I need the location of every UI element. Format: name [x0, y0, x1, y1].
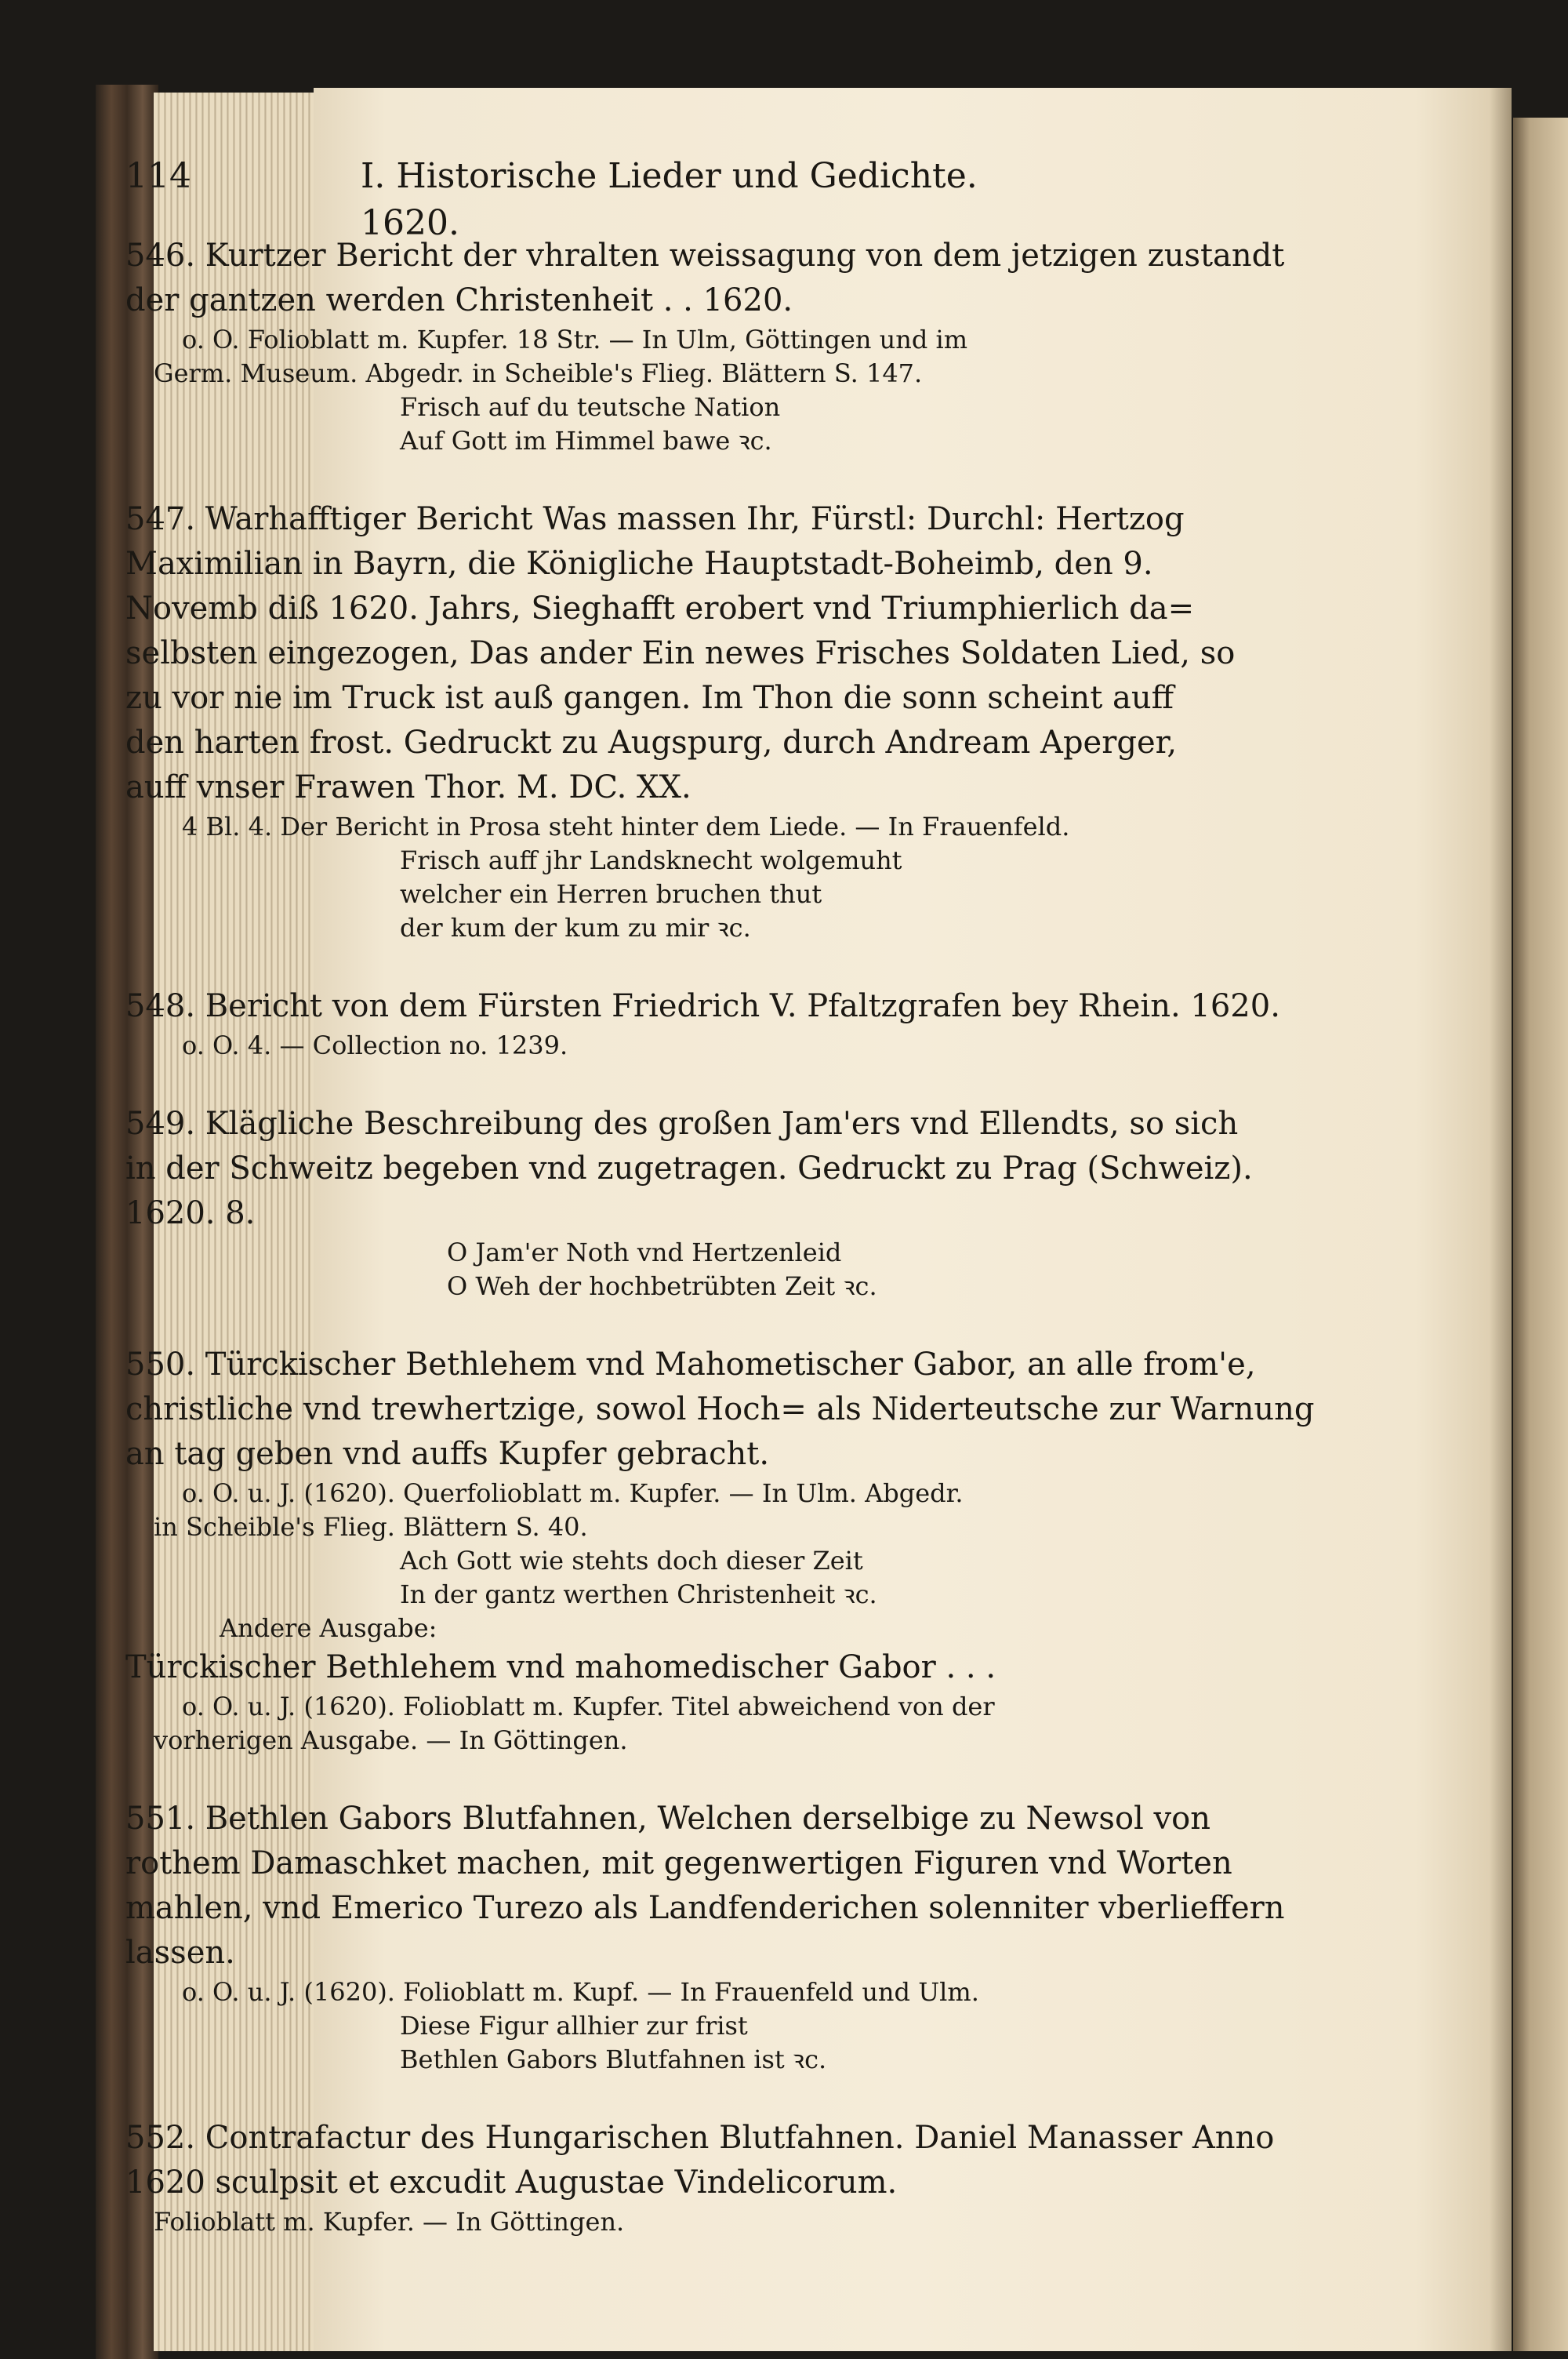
verse-line: Bethlen Gabors Blutfahnen ist ꝛc. [400, 2045, 827, 2074]
entry-title-line: 550. Türckischer Bethlehem vnd Mahometischer Gabor, an alle from'e, [125, 1347, 1256, 1383]
entry-note: o. O. Folioblatt m. Kupfer. 18 Str. — In Ulm, Göttingen und im [182, 325, 968, 354]
entry-note: o. O. 4. — Collection no. 1239. [182, 1030, 568, 1060]
running-title: I. Historische Lieder und Gedichte. 1620. [361, 156, 978, 243]
entry-title-line: 547. Warhafftiger Bericht Was massen Ihr, Fürstl: Durchl: Hertzog [125, 501, 1185, 537]
entry-549 [125, 1102, 1253, 1303]
entry-number: 550. [125, 1347, 196, 1383]
verse-line: Frisch auf du teutsche Nation [400, 392, 781, 422]
verse-line: Frisch auff jhr Landsknecht wolgemuht [400, 845, 902, 875]
entry-title-line: mahlen, vnd Emerico Turezo als Landfenderichen solenniter vberlieffern [125, 1890, 1285, 1926]
verse-line: der kum der kum zu mir ꝛc. [400, 913, 751, 943]
entry-title-line: in der Schweitz begeben vnd zugetragen. Gedruckt zu Prag (Schweiz). [125, 1150, 1253, 1187]
entry-546 [125, 234, 1285, 458]
entry-title-line: lassen. [125, 1935, 235, 1971]
verse-line: O Jam'er Noth vnd Hertzenleid [447, 1238, 842, 1267]
entry-number: 547. [125, 501, 196, 537]
entry-title-line: an tag geben vnd auffs Kupfer gebracht. [125, 1436, 770, 1472]
entry-note: 4 Bl. 4. Der Bericht in Prosa steht hinter dem Liede. — In Frauenfeld. [182, 812, 1070, 841]
entry-548 [125, 984, 1280, 1063]
page-content [125, 234, 1315, 2278]
entry-title-line: den harten frost. Gedruckt zu Augspurg, durch Andream Aperger, [125, 725, 1178, 761]
entry-title-line: der gantzen werden Christenheit . . 1620. [125, 282, 793, 318]
entry-title-line: Novemb diß 1620. Jahrs, Sieghafft erobert vnd Triumphierlich da= [125, 591, 1195, 627]
entry-note: Folioblatt m. Kupfer. — In Göttingen. [154, 2207, 625, 2237]
alternate-edition-label: Andere Ausgabe: [220, 1613, 437, 1643]
verse-line: Auf Gott im Himmel bawe ꝛc. [400, 426, 772, 456]
entry-title-line: 546. Kurtzer Bericht der vhralten weissagung von dem jetzigen zustandt [125, 238, 1285, 274]
entry-title-line: 548. Bericht von dem Fürsten Friedrich V. Pfaltzgrafen bey Rhein. 1620. [125, 988, 1280, 1024]
verse-line: welcher ein Herren bruchen thut [400, 879, 822, 909]
entry-number: 551. [125, 1801, 196, 1837]
verse-line: In der gantz werthen Christenheit ꝛc. [400, 1579, 877, 1609]
page-header [125, 153, 1074, 243]
entry-note: Germ. Museum. Abgedr. in Scheible's Flieg. Blättern S. 147. [154, 358, 923, 388]
entry-title-line: selbsten eingezogen, Das ander Ein newes Frisches Soldaten Lied, so [125, 635, 1236, 671]
entry-title-line: 1620. 8. [125, 1195, 256, 1231]
entry-title-line: 1620 sculpsit et excudit Augustae Vindelicorum. [125, 2165, 898, 2201]
entry-note: o. O. u. J. (1620). Folioblatt m. Kupf. — In Frauenfeld und Ulm. [182, 1977, 979, 2007]
entry-title-line: 549. Klägliche Beschreibung des großen Jam'ers vnd Ellendts, so sich [125, 1106, 1239, 1142]
entry-note: vorherigen Ausgabe. — In Göttingen. [154, 1725, 628, 1755]
verse-line: Diese Figur allhier zur frist [400, 2011, 748, 2041]
alternate-edition-title: Türckischer Bethlehem vnd mahomedischer Gabor . . . [125, 1649, 996, 1685]
entry-number: 552. [125, 2120, 196, 2156]
facing-page-edge [1513, 118, 1568, 2351]
entry-note: o. O. u. J. (1620). Querfolioblatt m. Kupfer. — In Ulm. Abgedr. [182, 1478, 964, 1508]
entry-547 [125, 497, 1236, 945]
entry-title-line: rothem Damaschket machen, mit gegenwertigen Figuren vnd Worten [125, 1845, 1232, 1881]
entry-number: 549. [125, 1106, 196, 1142]
entry-title-line: 551. Bethlen Gabors Blutfahnen, Welchen derselbige zu Newsol von [125, 1801, 1210, 1837]
entry-551 [125, 1797, 1285, 2077]
entry-number: 546. [125, 238, 196, 274]
entry-550 [125, 1343, 1315, 1757]
verse-line: Ach Gott wie stehts doch dieser Zeit [400, 1546, 863, 1576]
entry-title-line: zu vor nie im Truck ist auß gangen. Im Thon die sonn scheint auff [125, 680, 1174, 716]
entry-552 [125, 2116, 1275, 2239]
page-number: 114 [125, 156, 191, 196]
entry-note: in Scheible's Flieg. Blättern S. 40. [154, 1512, 588, 1542]
verse-line: O Weh der hochbetrübten Zeit ꝛc. [447, 1271, 877, 1301]
entry-title-line: christliche vnd trewhertzige, sowol Hoch= als Niderteutsche zur Warnung [125, 1391, 1315, 1427]
entry-note: o. O. u. J. (1620). Folioblatt m. Kupfer. Titel abweichend von der [182, 1692, 995, 1721]
entry-title-line: 552. Contrafactur des Hungarischen Blutfahnen. Daniel Manasser Anno [125, 2120, 1275, 2156]
entry-title-line: Maximilian in Bayrn, die Königliche Hauptstadt-Boheimb, den 9. [125, 546, 1153, 582]
entry-title-line: auff vnser Frawen Thor. M. DC. XX. [125, 769, 691, 805]
entry-number: 548. [125, 988, 196, 1024]
